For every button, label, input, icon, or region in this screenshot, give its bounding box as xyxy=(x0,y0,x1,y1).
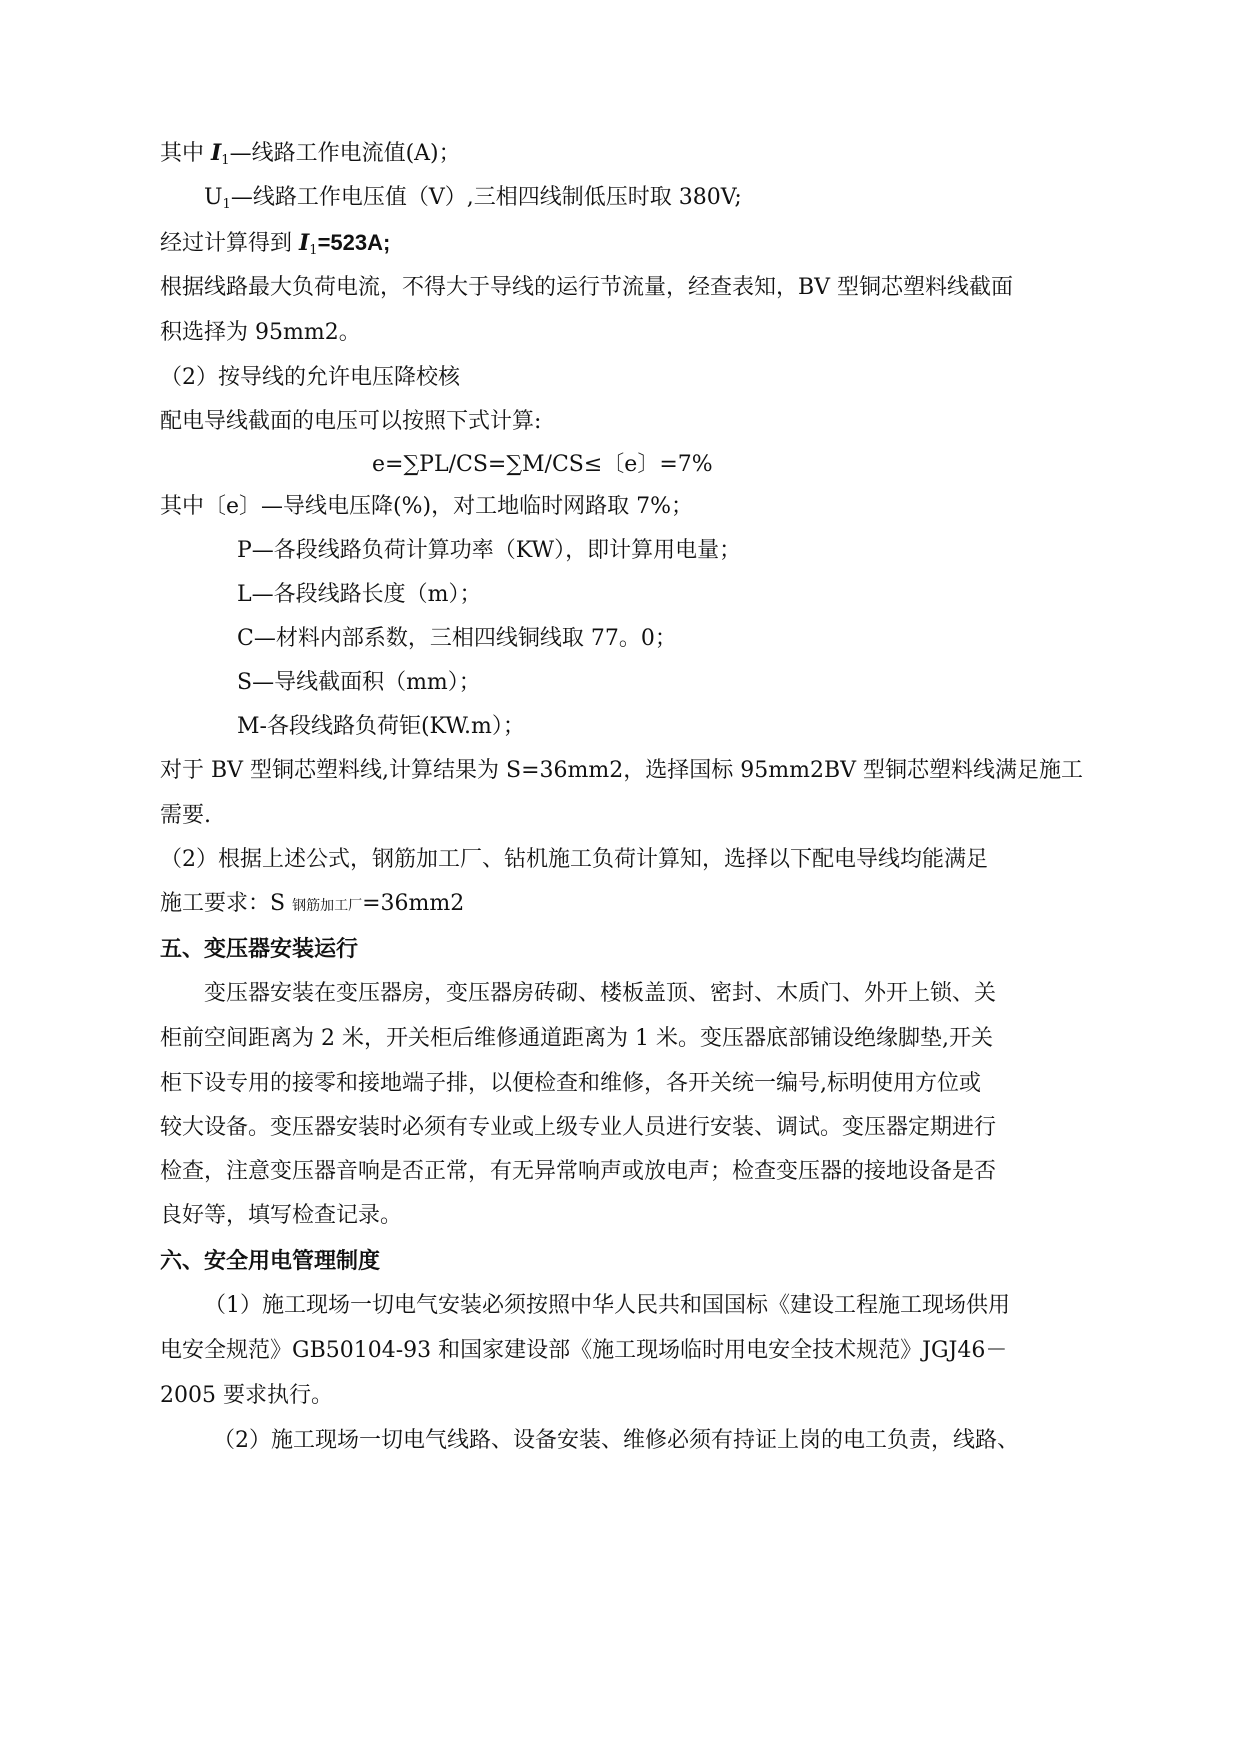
text: 经过计算得到 xyxy=(160,231,299,256)
paragraph-line: 检查，注意变压器音响是否正常，有无异常响声或放电声；检查变压器的接地设备是否 xyxy=(160,1159,997,1184)
paragraph-line: （2）根据上述公式，钢筋加工厂、钻机施工负荷计算知，选择以下配电导线均能满足 xyxy=(160,847,988,872)
definition-line: P—各段线路负荷计算功率（KW），即计算用电量； xyxy=(237,538,742,563)
text: =523A; xyxy=(317,230,391,255)
line-current-def xyxy=(160,138,461,172)
paragraph-line: （2）按导线的允许电压降校核 xyxy=(160,365,460,390)
section-heading: 五、变压器安装运行 xyxy=(160,936,359,962)
line-calc-result xyxy=(160,228,390,262)
paragraph-line: 柜前空间距离为 2 米，开关柜后维修通道距离为 1 米。变压器底部铺设绝缘脚垫,开关 xyxy=(160,1026,993,1051)
paragraph-line: 较大设备。变压器安装时必须有专业或上级专业人员进行安装、调试。变压器定期进行 xyxy=(160,1115,997,1140)
definition-line: L—各段线路长度（m）； xyxy=(237,582,482,607)
text: =36mm2 xyxy=(362,891,465,916)
paragraph-line: 对于 BV 型铜芯塑料线,计算结果为 S=36mm2，选择国标 95mm2BV 型铜芯塑料线满足施工 xyxy=(160,758,1084,783)
paragraph-line: 变压器安装在变压器房，变压器房砖砌、楼板盖顶、密封、木质门、外开上锁、关 xyxy=(204,981,997,1006)
symbol-i: I xyxy=(211,140,222,166)
definition-line: C—材料内部系数，三相四线铜线取 77。0； xyxy=(237,626,677,651)
text: —线路工作电压值（V）,三相四线制低压时取 380V; xyxy=(230,185,742,210)
definition-line: S—导线截面积（mm）； xyxy=(237,670,481,695)
paragraph-line: 需要. xyxy=(160,803,211,828)
paragraph-line: 其中〔e〕—导线电压降(%)，对工地临时网路取 7%； xyxy=(160,494,693,519)
section-heading: 六、安全用电管理制度 xyxy=(160,1248,381,1274)
symbol-i: I xyxy=(299,230,310,256)
paragraph-line: 积选择为 95mm2。 xyxy=(160,320,361,345)
paragraph-line: （1）施工现场一切电气安装必须按照中华人民共和国国标《建设工程施工现场供用 xyxy=(204,1293,1010,1318)
subscript: 钢筋加工厂 xyxy=(292,898,363,914)
definition-line: M-各段线路负荷钜(KW.m）； xyxy=(237,714,525,739)
paragraph-line: 2005 要求执行。 xyxy=(160,1383,333,1408)
paragraph-line: 配电导线截面的电压可以按照下式计算: xyxy=(160,409,542,434)
line-voltage-def xyxy=(204,183,742,216)
subscript: 1 xyxy=(221,153,230,168)
paragraph-line: （2）施工现场一切电气线路、设备安装、维修必须有持证上岗的电工负责，线路、 xyxy=(213,1428,1019,1453)
text: 施工要求：S xyxy=(160,891,293,916)
text: U xyxy=(204,185,223,210)
subscript: 1 xyxy=(222,197,231,212)
paragraph-line: 良好等，填写检查记录。 xyxy=(160,1203,403,1228)
text: —线路工作电流值(A)； xyxy=(229,141,461,166)
text: 其中 xyxy=(160,141,211,166)
formula: e=∑PL/CS=∑M/CS≤〔e〕=7% xyxy=(372,452,713,477)
paragraph-line: 电安全规范》GB50104-93 和国家建设部《施工现场临时用电安全技术规范》JGJ46－ xyxy=(160,1338,1008,1363)
subscript: 1 xyxy=(309,243,318,258)
paragraph-line: 柜下设专用的接零和接地端子排，以便检查和维修，各开关统一编号,标明使用方位或 xyxy=(160,1071,981,1096)
line-requirement xyxy=(160,889,464,921)
paragraph-line: 根据线路最大负荷电流，不得大于导线的运行节流量，经查表知，BV 型铜芯塑料线截面 xyxy=(160,275,1014,300)
